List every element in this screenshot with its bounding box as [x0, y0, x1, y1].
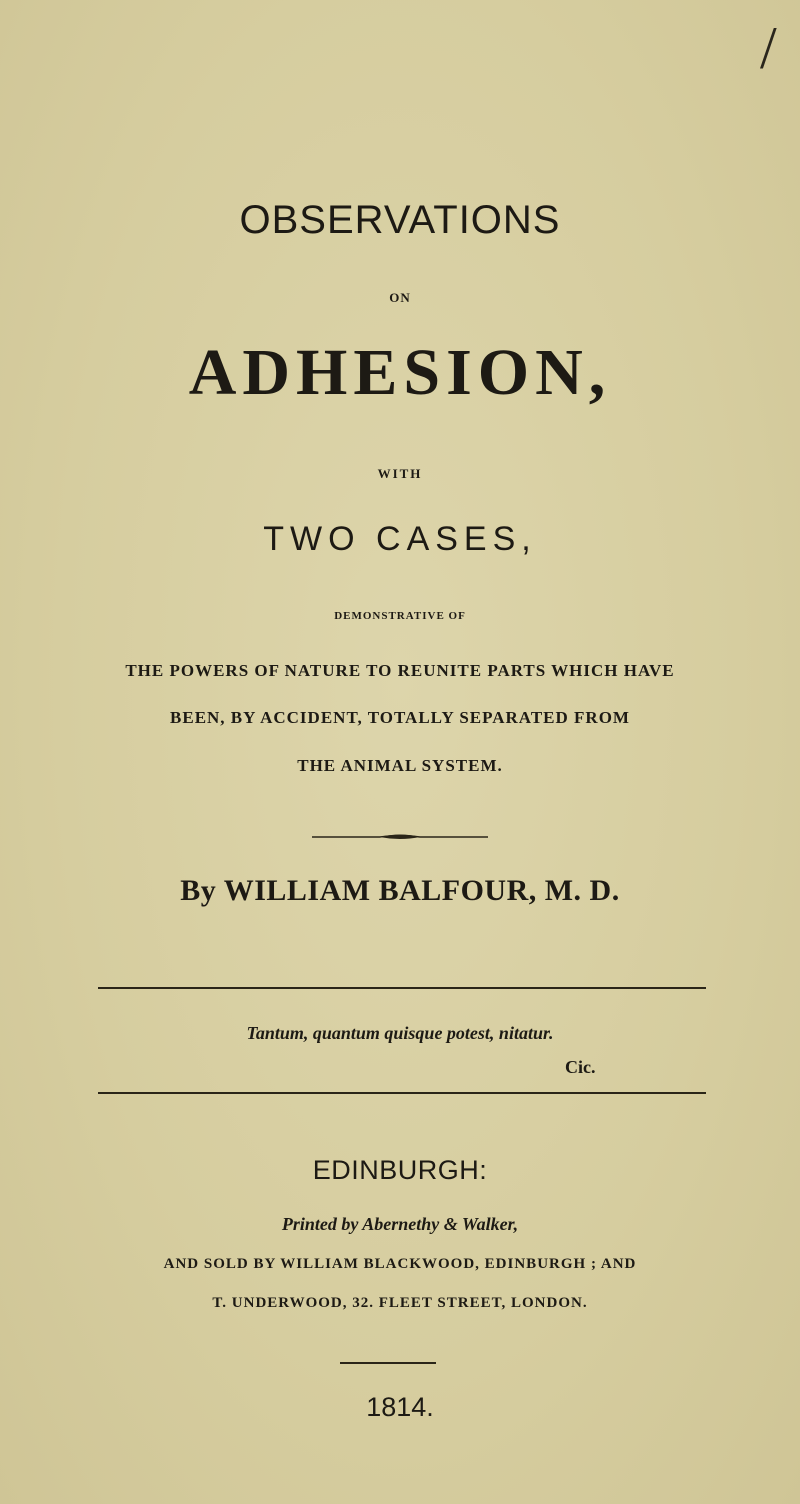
title-on: ON [389, 290, 411, 305]
epigraph-quote: Tantum, quantum quisque potest, nitatur. [246, 1023, 554, 1043]
title-demonstrative: DEMONSTRATIVE OF [334, 610, 466, 622]
corner-mark: / [760, 15, 777, 81]
imprint-printer: Printed by Abernethy & Walker, [281, 1214, 519, 1234]
epigraph-rule-top [98, 987, 706, 989]
subtitle-line-3: THE ANIMAL SYSTEM. [297, 756, 503, 775]
title-adhesion: ADHESION, [188, 336, 612, 409]
year-rule [340, 1362, 436, 1364]
imprint-year: 1814. [366, 1392, 434, 1422]
epigraph-rule-bottom [98, 1092, 706, 1094]
title-two-cases: TWO CASES, [263, 520, 537, 558]
subtitle-line-2: BEEN, BY ACCIDENT, TOTALLY SEPARATED FROM [170, 708, 630, 727]
title-observations: OBSERVATIONS [239, 198, 561, 242]
ornament-divider [310, 832, 490, 842]
author-line: By WILLIAM BALFOUR, M. D. [180, 874, 620, 907]
imprint-sold-line-2: T. UNDERWOOD, 32. FLEET STREET, LONDON. [212, 1295, 588, 1311]
imprint-city: EDINBURGH: [312, 1155, 488, 1185]
imprint-sold-line-1: AND SOLD BY WILLIAM BLACKWOOD, EDINBURGH ; AND [163, 1256, 637, 1272]
title-with: WITH [377, 466, 423, 481]
epigraph-attribution: Cic. [565, 1057, 596, 1077]
subtitle-line-1: THE POWERS OF NATURE TO REUNITE PARTS WHICH HAVE [125, 661, 675, 680]
